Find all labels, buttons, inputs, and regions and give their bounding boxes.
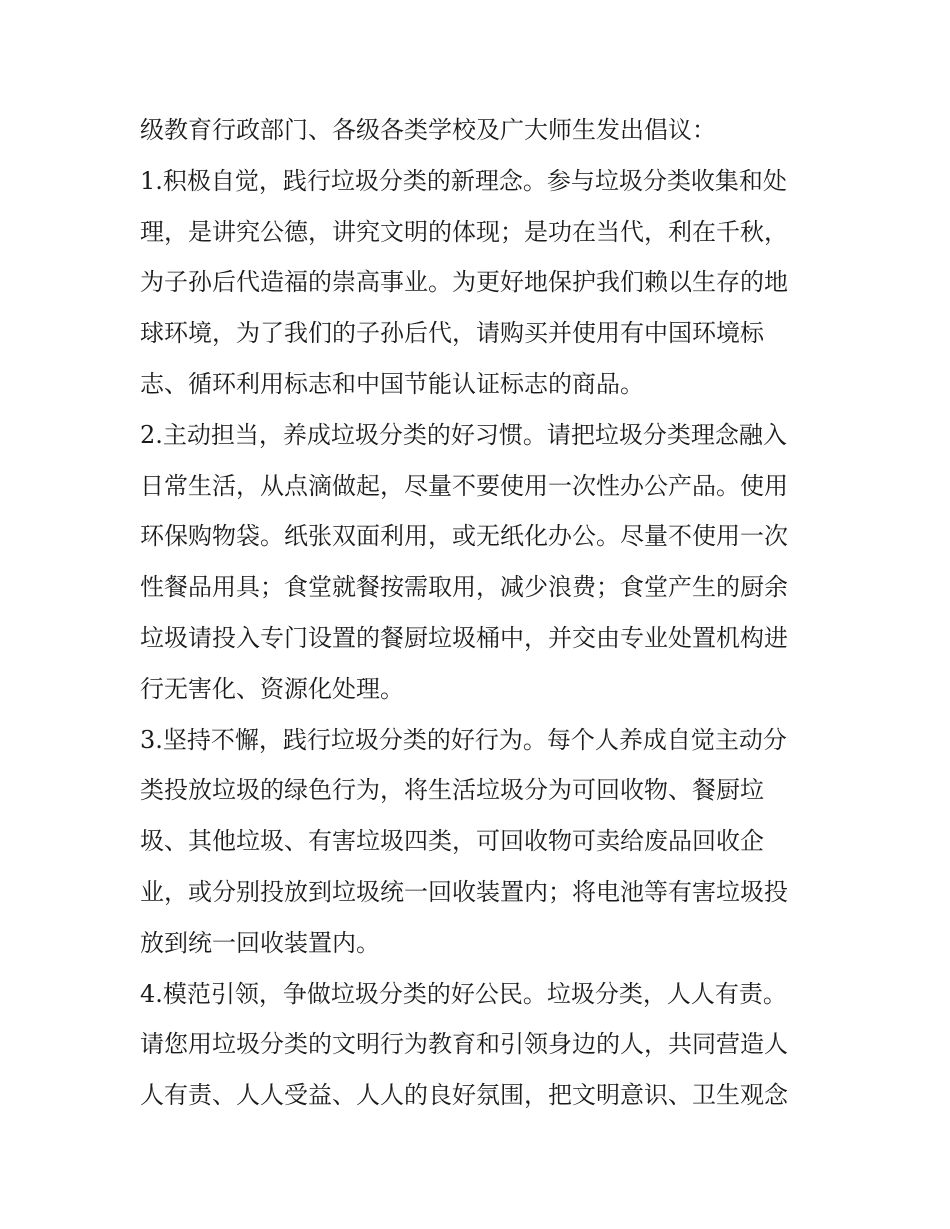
document-body xyxy=(140,105,820,1121)
text-line: 请您用垃圾分类的文明行为教育和引领身边的人，共同营造人 xyxy=(140,1030,788,1059)
text-line: 业，或分别投放到垃圾统一回收装置内；将电池等有害垃圾投 xyxy=(140,877,788,906)
text-line: 人有责、人人受益、人人的良好氛围，把文明意识、卫生观念 xyxy=(140,1081,788,1110)
text-line: 3.坚持不懈，践行垃圾分类的好行为。每个人养成自觉主动分 xyxy=(140,725,787,754)
text-line: 日常生活，从点滴做起，尽量不要使用一次性办公产品。使用 xyxy=(140,471,788,500)
text-line: 类投放垃圾的绿色行为，将生活垃圾分为可回收物、餐厨垃 xyxy=(140,776,764,805)
text-line: 垃圾请投入专门设置的餐厨垃圾桶中，并交由专业处置机构进 xyxy=(140,623,788,652)
text-line: 级教育行政部门、各级各类学校及广大师生发出倡议： xyxy=(140,116,716,144)
text-line: 环保购物袋。纸张双面利用，或无纸化办公。尽量不使用一次 xyxy=(140,522,788,551)
text-line: 理，是讲究公德，讲究文明的体现；是功在当代，利在千秋， xyxy=(140,217,788,246)
text-line: 圾、其他垃圾、有害垃圾四类，可回收物可卖给废品回收企 xyxy=(140,827,764,856)
text-line: 4.模范引领，争做垃圾分类的好公民。垃圾分类，人人有责。 xyxy=(140,979,787,1008)
text-line: 志、循环利用标志和中国节能认证标志的商品。 xyxy=(140,369,644,398)
text-line: 放到统一回收装置内。 xyxy=(140,928,380,957)
text-line: 性餐品用具；食堂就餐按需取用，减少浪费；食堂产生的厨余 xyxy=(140,573,788,602)
text-line: 行无害化、资源化处理。 xyxy=(140,674,404,703)
text-line: 2.主动担当，养成垃圾分类的好习惯。请把垃圾分类理念融入 xyxy=(140,420,787,449)
text-line: 为子孙后代造福的崇高事业。为更好地保护我们赖以生存的地 xyxy=(140,268,788,297)
text-line: 球环境，为了我们的子孙后代，请购买并使用有中国环境标 xyxy=(140,319,764,348)
text-line: 1.积极自觉，践行垃圾分类的新理念。参与垃圾分类收集和处 xyxy=(140,166,787,195)
